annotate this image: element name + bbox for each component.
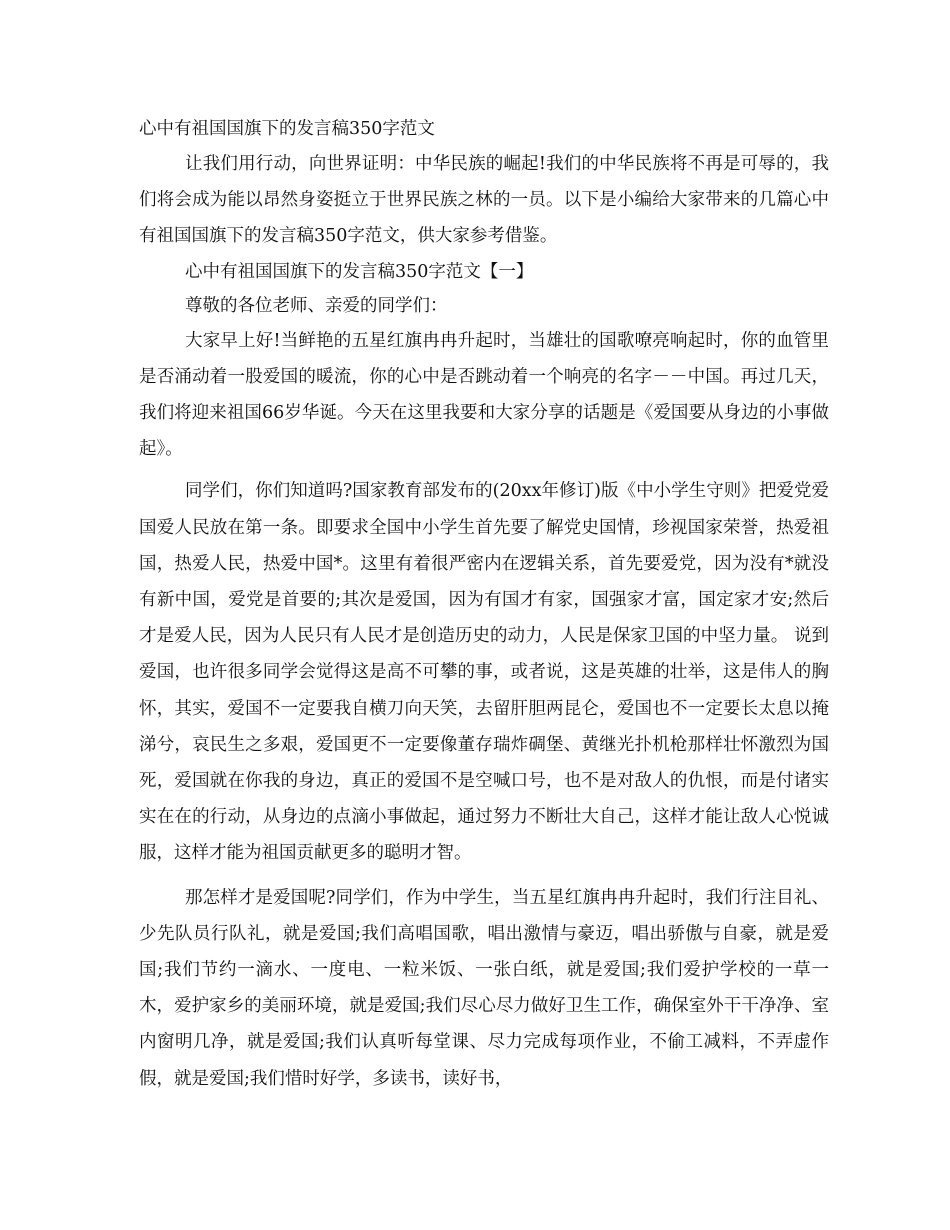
body-paragraph-2: 同学们，你们知道吗?国家教育部发布的(20xx年修订)版《中小学生守则》把爱党爱国爱人民放在第一条。即要求全国中小学生首先要了解党史国情，珍视国家荣誉，热爱祖国，热爱人民，热爱中国*。这里有着很严密内在逻辑关系，首先要爱党，因为没有*就没有新中国，爱党是首要的;其次是爱国，因为有国才有家，国强家才富，国定家才安;然后才是爱人民，因为人民只有人民才是创造历史的动力，人民是保家卫国的中坚力量。 说到爱国，也许很多同学会觉得这是高不可攀的事，或者说，这是英雄的壮举，这是伟人的胸怀，其实，爱国不一定要我自横刀向天笑，去留肝胆两昆仑，爱国也不一定要长太息以掩涕兮，哀民生之多艰，爱国更不一定要像董存瑞炸碉堡、黄继光扑机枪那样壮怀激烈为国死，爱国就在你我的身边，真正的爱国不是空喊口号，也不是对敌人的仇恨，而是付诸实实在在的行动，从身边的点滴小事做起，通过努力不断壮大自己，这样才能让敌人心悦诚服，这样才能为祖国贡献更多的聪明才智。 bbox=[139, 481, 829, 864]
section-heading: 心中有祖国国旗下的发言稿350字范文【一】 bbox=[185, 261, 534, 282]
document-title: 心中有祖国国旗下的发言稿350字范文 bbox=[139, 119, 435, 139]
intro-paragraph: 让我们用行动，向世界证明：中华民族的崛起!我们的中华民族将不再是可辱的，我们将会成为能以昂然身姿挺立于世界民族之林的一员。以下是小编给大家带来的几篇心中有祖国国旗下的发言稿350字范文，供大家参考借鉴。 bbox=[139, 154, 829, 247]
salutation: 尊敬的各位老师、亲爱的同学们： bbox=[185, 295, 448, 316]
document-page bbox=[139, 112, 829, 1097]
body-paragraph-1: 大家早上好!当鲜艳的五星红旗冉冉升起时，当雄壮的国歌嘹亮响起时，你的血管里是否涌动着一股爱国的暖流，你的心中是否跳动着一个响亮的名字－－中国。再过几天，我们将迎来祖国66岁华诞。今天在这里我要和大家分享的话题是《爱国要从身边的小事做起》。 bbox=[139, 330, 829, 460]
body-paragraph-3: 那怎样才是爱国呢?同学们，作为中学生，当五星红旗冉冉升起时，我们行注目礼、少先队员行队礼，就是爱国;我们高唱国歌，唱出激情与豪迈，唱出骄傲与自豪，就是爱国;我们节约一滴水、一度电、一粒米饭、一张白纸，就是爱国;我们爱护学校的一草一木，爱护家乡的美丽环境，就是爱国;我们尽心尽力做好卫生工作，确保室外干干净净、室内窗明几净，就是爱国;我们认真听每堂课、尽力完成每项作业，不偷工减料，不弄虚作假，就是爱国;我们惜时好学，多读书，读好书， bbox=[139, 887, 829, 1089]
